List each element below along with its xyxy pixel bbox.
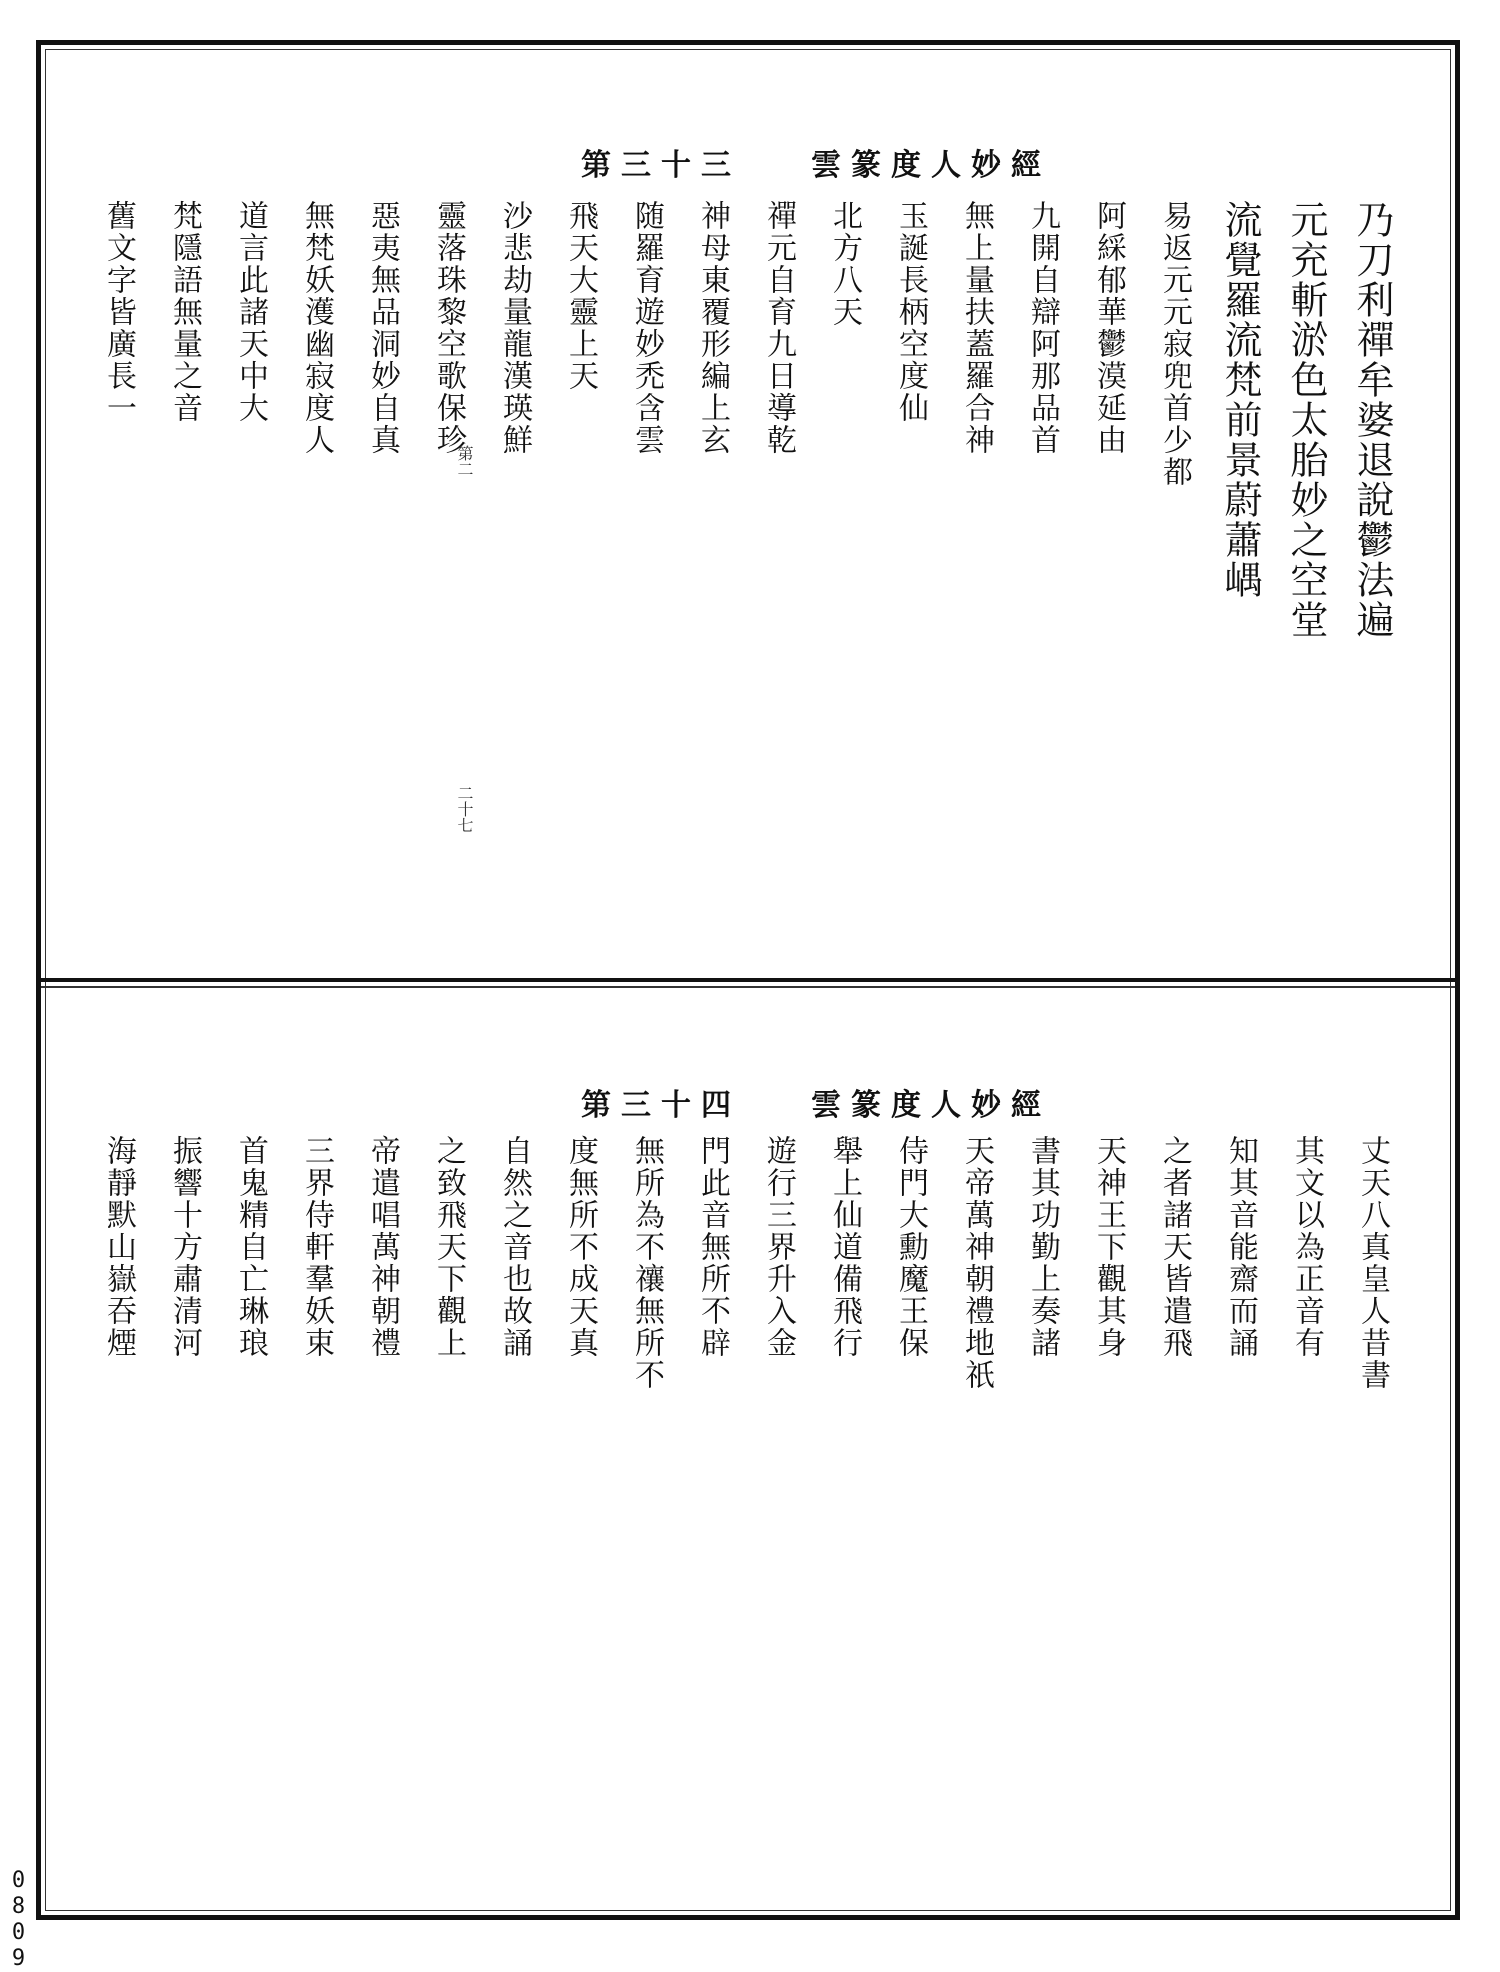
text-column: 其文以為正音有	[1289, 1135, 1324, 1359]
bottom-text-columns	[85, 1135, 1405, 1875]
top-center-mark-2: 二十七	[455, 785, 474, 833]
text-column: 門此音無所不辟	[695, 1135, 730, 1359]
text-column: 丈天八真皇人昔書	[1355, 1135, 1390, 1391]
text-column: 天神王下觀其身	[1091, 1135, 1126, 1359]
text-column: 之致飛天下觀上	[431, 1135, 466, 1359]
text-column: 知其音能齋而誦	[1223, 1135, 1258, 1359]
top-header-page: 第三十三	[581, 148, 741, 183]
text-column: 飛天大靈上天	[563, 200, 598, 392]
text-column: 梵隱語無量之音	[167, 200, 202, 424]
text-column: 玉誕長柄空度仙	[893, 200, 928, 424]
text-column: 靈落珠黎空歌保珍	[431, 200, 466, 456]
text-column: 北方八天	[827, 200, 862, 328]
text-column: 之者諸天皆遣飛	[1157, 1135, 1192, 1359]
text-column: 乃刀利禪牟婆退說鬱法遍	[1350, 200, 1394, 640]
text-column: 沙悲劫量龍漢瑛鮮	[497, 200, 532, 456]
text-column: 惡夷無品洞妙自真	[365, 200, 400, 456]
margin-page-number: 0809	[6, 1868, 31, 1972]
bottom-panel	[41, 990, 1455, 1915]
text-column: 遊行三界升入金	[761, 1135, 796, 1359]
text-column: 自然之音也故誦	[497, 1135, 532, 1359]
text-column: 無梵妖濩幽寂度人	[299, 200, 334, 456]
text-column: 天帝萬神朝禮地祇	[959, 1135, 994, 1391]
text-column: 易返元元寂兜首少都	[1157, 200, 1192, 488]
text-column: 無上量扶蓋羅合神	[959, 200, 994, 456]
top-center-mark-1: 第二	[455, 445, 474, 477]
top-panel	[41, 45, 1455, 980]
text-column: 舊文字皆廣長一	[101, 200, 136, 424]
text-column: 三界侍軒羣妖束	[299, 1135, 334, 1359]
text-column: 無所為不禳無所不	[629, 1135, 664, 1391]
panel-divider	[41, 978, 1455, 988]
text-column: 元充斬淤色太胎妙之空堂	[1284, 200, 1328, 640]
text-column: 度無所不成天真	[563, 1135, 598, 1359]
text-column: 帝遣唱萬神朝禮	[365, 1135, 400, 1359]
text-column: 舉上仙道備飛行	[827, 1135, 862, 1359]
text-column: 随羅育遊妙禿含雲	[629, 200, 664, 456]
top-header-title: 雲篆度人妙經	[811, 148, 1051, 183]
text-column: 書其功勤上奏諸	[1025, 1135, 1060, 1359]
text-column: 流覺羅流梵前景蔚蕭嵎	[1218, 200, 1262, 600]
text-column: 海靜默山嶽吞煙	[101, 1135, 136, 1359]
text-column: 振響十方肅清河	[167, 1135, 202, 1359]
top-text-columns	[85, 200, 1405, 940]
text-column: 九開自辯阿那品首	[1025, 200, 1060, 456]
bottom-header-page: 第三十四	[581, 1088, 741, 1123]
text-column: 阿綵郁華鬱漠延由	[1091, 200, 1126, 456]
text-column: 道言此諸天中大	[233, 200, 268, 424]
text-column: 禪元自育九日導乾	[761, 200, 796, 456]
bottom-header-title: 雲篆度人妙經	[811, 1088, 1051, 1123]
text-column: 神母東覆形編上玄	[695, 200, 730, 456]
text-column: 侍門大勳魔王保	[893, 1135, 928, 1359]
text-column: 首鬼精自亡琳琅	[233, 1135, 268, 1359]
